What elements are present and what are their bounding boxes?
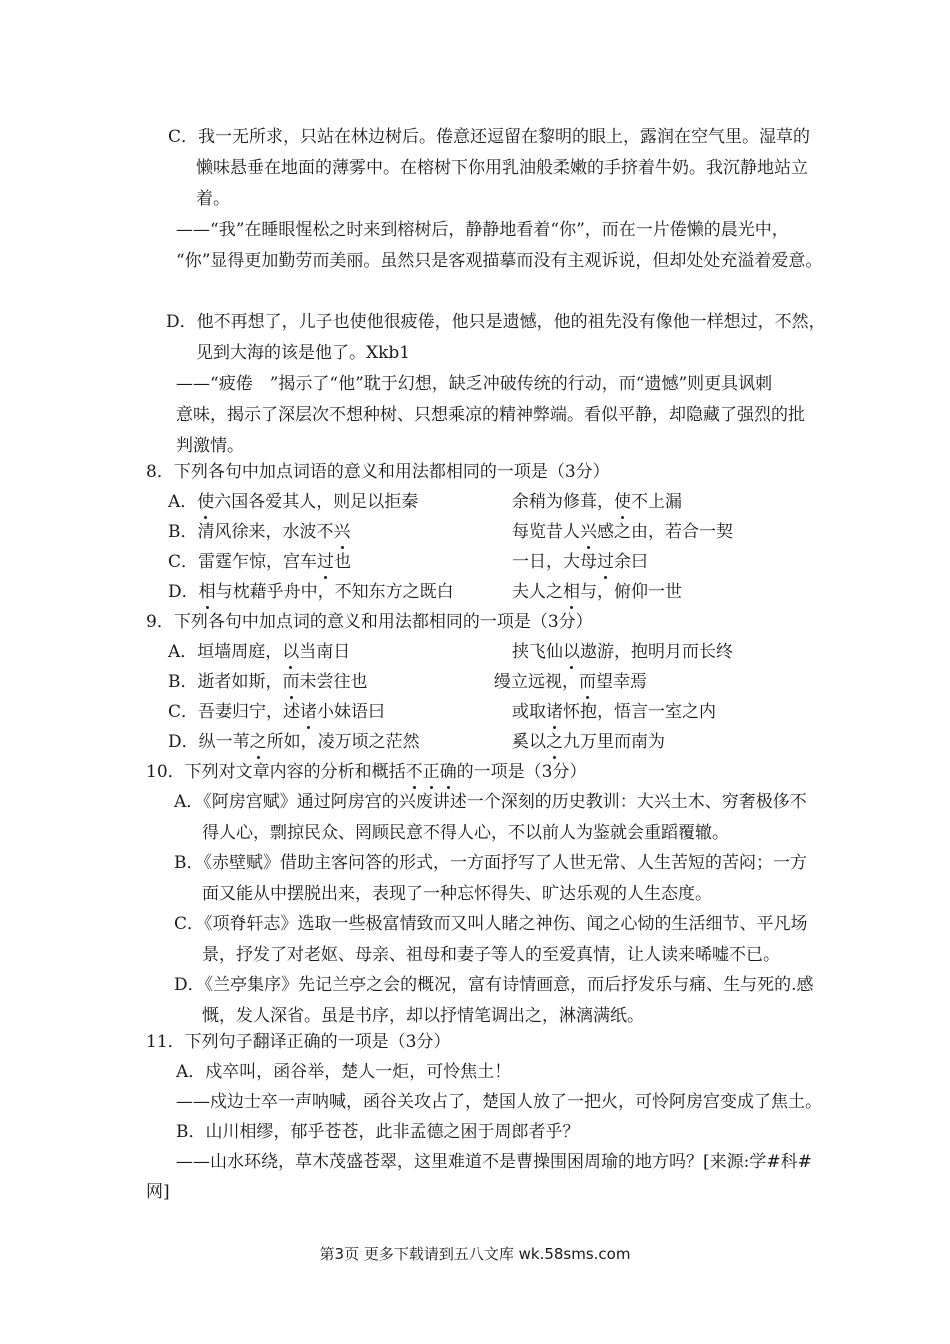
q8-stem: 8．下列各句中加点词语的意义和用法都相同的一项是（3分） [146,462,610,482]
emphasis-word: 以 [563,642,580,662]
q9-option-d-left: D．纵一苇之所如，凌万顷之茫然 [168,732,420,752]
q8-option-b-left: B．清风徐来，水波不兴 [168,522,351,542]
q7-option-d-note3: 判激情。 [176,436,244,456]
q8-option-d-left: D．相与枕藉乎舟中，不知东方之既白 [168,582,454,602]
q10-stem: 10．下列对文章内容的分析和概括不正确的一项是（3分） [146,762,587,782]
q9-stem: 9．下列各句中加点词的意义和用法都相同的一项是（3分） [146,612,593,632]
q10-option-b-line2: 面又能从中摆脱出来，表现了一种忘怀得失、旷达乐观的人生态度。 [202,884,712,904]
emphasis-word: 相 [198,582,216,602]
q9-option-b-right: 缦立远视，而望幸焉 [494,672,647,692]
q7-option-d-note2: 意味，揭示了深层次不想种树、只想乘凉的精神弊端。看似平静，却隐藏了强烈的批 [176,405,805,425]
emphasis-word: 使 [614,492,631,512]
q7-option-d-line2: 见到大海的该是他了。Xkb1 [196,343,411,363]
q11-stem: 11．下列句子翻译正确的一项是（3分） [146,1032,451,1052]
q9-option-a-right: 挟飞仙以遨游，抱明月而长终 [512,642,733,662]
q7-option-c-note2: “你”显得更加勤劳而美丽。虽然只是客观描摹而没有主观诉说，但却处处充溢着爱意。 [176,251,823,271]
q10-option-d-line2: 慨，发人深省。虽是书序，却以抒情笔调出之，淋漓满纸。 [202,1006,644,1026]
emphasis-word: 相 [563,582,580,602]
emphasis-word: 兴 [580,522,597,542]
q7-option-d-line1: D．他不再想了，儿子也使他很疲倦，他只是遗憾，他的祖先没有像他一样想过，不然， [166,312,826,332]
q7-option-c-note1: ——“我”在睡眼惺松之时来到榕树后，静静地看着“你”，而在一片倦懒的晨光中， [176,220,789,240]
emphasis-word: 过 [317,552,335,572]
q10-option-b-line1: B．《赤壁赋》借助主客问答的形式，一方面抒写了人世无常、人生苦短的苦闷；一方 [174,853,807,873]
q8-option-b-right: 每览昔人兴感之由，若合一契 [512,522,733,542]
q7-option-c-line2: 懒味悬垂在地面的薄雾中。在榕树下你用乳油般柔嫩的手挤着牛奶。我沉静地站立 [196,158,808,178]
q9-option-b-left: B．逝者如斯，而未尝往也 [168,672,368,692]
q10-option-c-line2: 景，抒发了对老妪、母亲、祖母和妻子等人的至爱真情，让人读来唏嘘不已。 [202,945,780,965]
emphasis-word: 过 [597,552,614,572]
q9-option-d-right: 奚以之九万里而南为 [512,732,665,752]
emphasis-word: 确 [439,762,457,782]
q9-option-c-right: 或取诸怀抱，悟言一室之内 [512,702,716,722]
q10-option-c-line1: C．《项脊轩志》选取一些极富情致而又叫人睹之神伤、闻之心恸的生活细节、平凡场 [174,914,808,934]
emphasis-word: 使 [197,492,215,512]
q10-option-d-line1: D．《兰亭集序》先记兰亭之会的概况，富有诗情画意，而后抒发乐与痛、生与死的.感 [174,975,814,995]
q8-option-c-right: 一日，大母过余曰 [512,552,648,572]
q11-option-a-line2: ——戍边士卒一声呐喊，函谷关攻占了，楚国人放了一把火，可怜阿房宫变成了焦土。 [176,1092,822,1112]
q8-option-c-left: C．雷霆乍惊，宫车过也 [168,552,352,572]
page-footer: 第3页 更多下载请到五八文库 wk.58sms.com [319,1245,631,1263]
q11-option-b-line2: ——山水环绕，草木茂盛苍翠，这里难道不是曹操围困周瑜的地方吗？[来源:学#科# [176,1152,812,1172]
q10-option-a-line2: 得人心，剽掠民众、罔顾民意不得人心，不以前人为鉴就会重蹈覆辙。 [202,823,729,843]
emphasis-word: 之 [546,732,563,752]
q8-option-d-right: 夫人之相与，俯仰一世 [512,582,682,602]
q10-option-a-line1: A．《阿房宫赋》通过阿房宫的兴废讲述一个深刻的历史教训：大兴土木、穷奢极侈不 [174,792,807,812]
q7-option-c-line1: C．我一无所求，只站在林边树后。倦意还逗留在黎明的眼上，露润在空气里。湿草的 [168,127,811,147]
q11-option-a-line1: A．戍卒叫，函谷举，楚人一炬，可怜焦土！ [176,1062,512,1082]
emphasis-word: 而 [579,672,596,692]
emphasis-word: 之 [249,732,267,752]
emphasis-word: 而 [282,672,300,692]
emphasis-word: 诸 [300,702,318,722]
q9-option-c-left: C．吾妻归宁，述诸小妹语曰 [168,702,386,722]
emphasis-word: 正 [422,762,440,782]
emphasis-word: 兴 [333,522,351,542]
q7-option-d-note1: ——“疲倦 ”揭示了“他”耽于幻想，缺乏冲破传统的行动，而“遗憾”则更具讽刺 [176,374,773,394]
q8-option-a-right: 余稍为修葺，使不上漏 [512,492,682,512]
emphasis-word: 以 [282,642,300,662]
emphasis-word: 不 [405,762,423,782]
q7-option-c-line3: 着。 [196,189,230,209]
q8-option-a-left: A．使六国各爱其人，则足以拒秦 [168,492,419,512]
emphasis-word: 诸 [546,702,563,722]
q9-option-a-left: A．垣墙周庭，以当南日 [168,642,351,662]
q11-option-b-line3: 网] [146,1182,170,1202]
q11-option-b-line1: B．山川相缪，郁乎苍苍，此非孟德之困于周郎者乎？ [176,1122,580,1142]
